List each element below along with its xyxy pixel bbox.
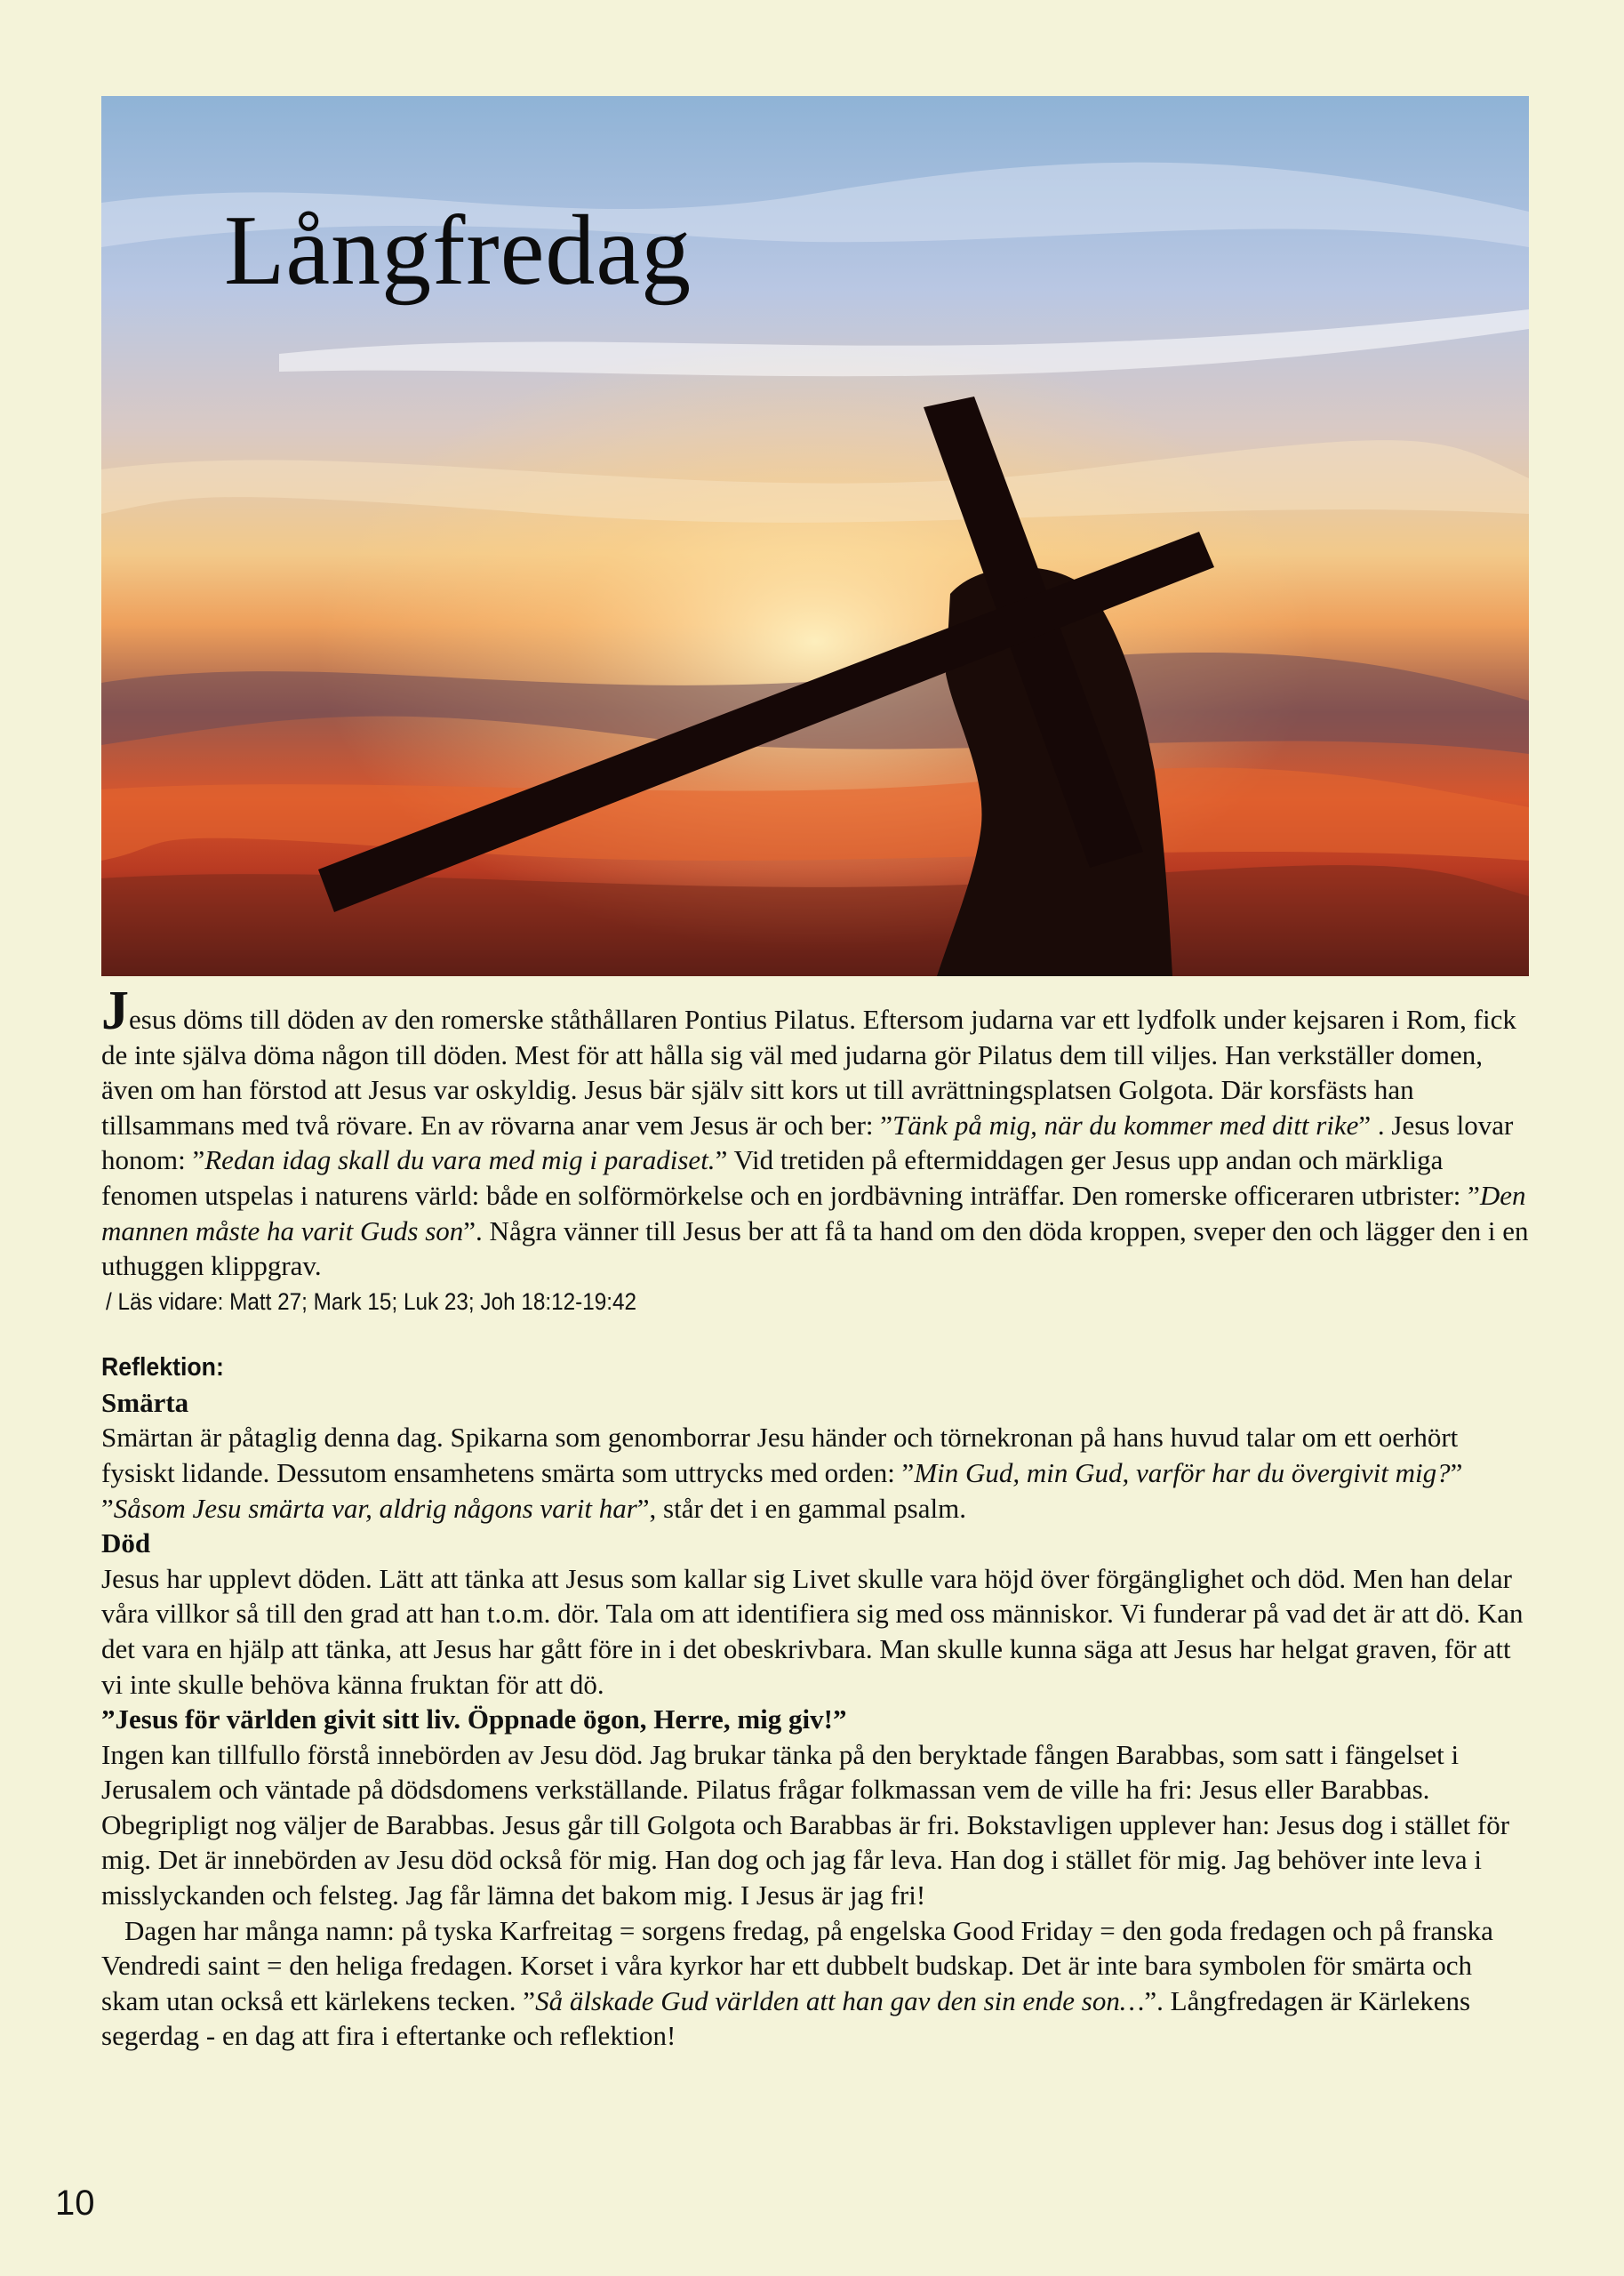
hymn-line: ”Jesus för världen givit sitt liv. Öppnade ögon, Herre, mig giv!” [101,1703,847,1735]
death-heading: Död [101,1527,151,1559]
reflection-heading: Reflektion: [101,1352,224,1382]
intro-paragraph: Jesus döms till döden av den romerske ståthållaren Pontius Pilatus. Eftersom judarna var ett lydfolk under kejsaren i Rom, fick de inte själva döma någon till döden. Mest för att hålla sig väl med judarna gör Pilatus dem till viljes. Han verkställer domen, även om han förstod att Jesus var oskyldig. Jesus bär själv sitt kors ut till avrättningsplatsen Golgota. Där korsfästs han tillsammans med två rövare. En av rövarna anar vem Jesus är och ber: ”Tänk på mig, när du kommer med ditt rike” . Jesus lovar honom: ”Redan idag skall du vara med mig i paradiset.” Vid tretiden på eftermiddagen ger Jesus upp andan och märkliga fenomen utspelas i naturens värld: både en solförmörkelse och en jordbävning inträffar. Den romerske officeraren utbrister: ”Den mannen måste ha varit Guds son”. Några vänner till Jesus ber att få ta hand om den döda kroppen, sveper den och lägger den i en uthuggen klippgrav. [101,981,1529,1282]
pain-heading: Smärta [101,1386,189,1418]
barabbas-paragraph: Ingen kan tillfullo förstå innebörden av Jesu död. Jag brukar tänka på den beryktade fången Barabbas, som satt i fängelset i Jerusalem och väntade på dödsdomens verkställande. Pilatus frågar folkmassan vem de ville ha fri: Jesus eller Barabbas. Obegripligt nog väljer de Barabbas. Jesus går till Golgota och Barabbas är fri. Bokstavligen upplever han: Jesus dog i stället för mig. Det är innebörden av Jesu död också för mig. Han dog och jag får leva. Han dog i stället för mig. Jag behöver inte leva i misslyckanden och felsteg. Jag får lämna det bakom mig. I Jesus är jag fri! [101,1738,1510,1911]
page-number: 10 [55,2184,95,2223]
article-body [101,981,1532,2054]
drop-cap: J [101,981,129,1041]
pain-paragraph: Smärtan är påtaglig denna dag. Spikarna som genomborrar Jesu händer och törnekronan på hans huvud talar om ett oerhört fysiskt lidande. Dessutom ensamhetens smärta som uttrycks med orden: ”Min Gud, min Gud, varför har du övergivit mig?” ”Såsom Jesu smärta var, aldrig någons varit har”, står det i en gammal psalm. [101,1422,1463,1524]
hero-image [101,96,1529,976]
bible-reference: / Läs vidare: Matt 27; Mark 15; Luk 23; Joh 18:12-19:42 [106,1287,637,1315]
page-title: Långfredag [224,196,692,306]
death-paragraph: Jesus har upplevt döden. Lätt att tänka att Jesus som kallar sig Livet skulle vara höjd över förgänglighet och död. Men han delar våra villkor så till den grad att han t.o.m. dör. Tala om att identifiera sig med oss människor. Vi funderar på vad det är att dö. Kan det vara en hjälp att tänka, att Jesus har gått före in i det obeskrivbara. Man skulle kunna säga att Jesus har helgat graven, för att vi inte skulle behöva känna fruktan för att dö. [101,1562,1524,1700]
names-paragraph: Dagen har många namn: på tyska Karfreitag = sorgens fredag, på engelska Good Friday = den goda fredagen och på franska Vendredi saint = den heliga fredagen. Korset i våra kyrkor har ett dubbelt budskap. Det är inte bara symbolen för smärta och skam utan också ett kärlekens tecken. ”Så älskade Gud världen att han gav den sin ende son…”. Långfredagen är Kärlekens segerdag - en dag att fira i eftertanke och reflektion! [101,1914,1493,2052]
